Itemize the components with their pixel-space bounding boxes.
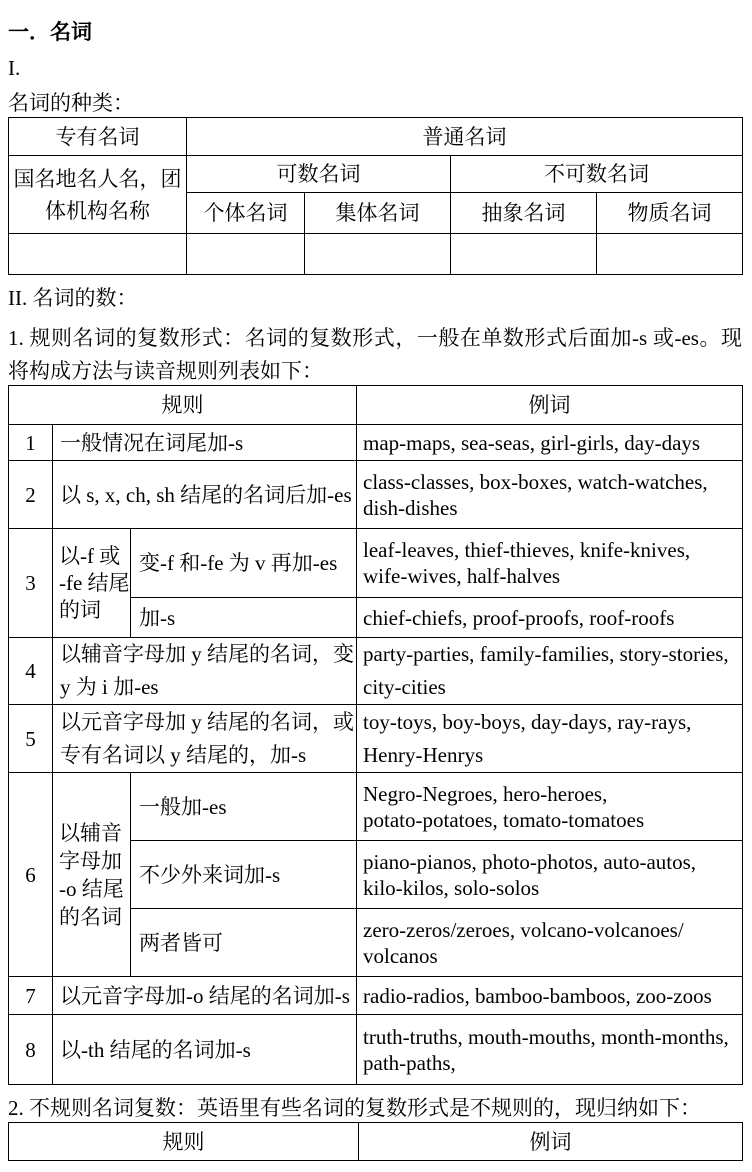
rule-group-line: 的名词 — [59, 904, 122, 929]
example-line: city-cities — [363, 675, 446, 699]
example-text — [357, 529, 743, 598]
empty-cell — [597, 234, 743, 275]
example-text — [357, 977, 743, 1015]
rule-line: y 为 i 加-es — [60, 675, 159, 699]
table-header-row — [9, 1123, 743, 1161]
abstract-noun-header: 抽象名词 — [451, 193, 597, 234]
rule-group-text — [53, 773, 131, 977]
table-row — [9, 461, 743, 529]
example-line: piano-pianos, photo-photos, auto-autos, — [363, 849, 697, 874]
intro-line: 1. 规则名词的复数形式：名词的复数形式，一般在单数形式后面加-s 或-es。现 — [8, 326, 742, 350]
sub-rule-text: 不少外来词加-s — [131, 841, 357, 909]
example-line: potato-potatoes, tomato-tomatoes — [363, 807, 645, 832]
example-line: class-classes, box-boxes, watch-watches, — [363, 469, 708, 494]
subsection-label: I. — [8, 56, 21, 80]
table-header-row — [9, 386, 743, 425]
irregular-plural-intro: 2. 不规则名词复数：英语里有些名词的复数形式是不规则的，现归纳如下： — [8, 1096, 701, 1120]
example-line: dish-dishes — [363, 495, 458, 520]
header-rule: 规则 — [9, 1123, 359, 1161]
noun-number-title: II. 名词的数： — [8, 286, 138, 310]
rule-number: 1 — [9, 425, 53, 461]
example-line: toy-toys, boy-boys, day-days, ray-rays, — [363, 709, 692, 734]
rule-group-text — [53, 529, 131, 638]
example-line: truth-truths, mouth-mouths, month-months, — [363, 1024, 729, 1049]
rule-line: 以元音字母加-o 结尾的名词加-s — [60, 983, 350, 1008]
rule-line: 以 s, x, ch, sh 结尾的名词后加-es — [60, 482, 352, 507]
table-row-empty — [9, 234, 743, 275]
example-line: Negro-Negroes, hero-heroes, — [363, 781, 608, 806]
countable-noun-header: 可数名词 — [187, 156, 451, 193]
sub-rule-text: 加-s — [131, 598, 357, 638]
rule-number: 3 — [9, 529, 53, 638]
empty-cell — [187, 234, 305, 275]
header-examples: 例词 — [357, 386, 743, 425]
rule-text — [53, 425, 357, 461]
example-line: leaf-leaves, thief-thieves, knife-knives, — [363, 538, 691, 562]
uncountable-noun-header: 不可数名词 — [451, 156, 743, 193]
rule-number: 7 — [9, 977, 53, 1015]
example-text — [357, 705, 743, 773]
regular-plural-intro — [8, 322, 742, 388]
table-row — [9, 118, 743, 156]
rule-number: 5 — [9, 705, 53, 773]
individual-noun-header: 个体名词 — [187, 193, 305, 234]
example-line: chief-chiefs, proof-proofs, roof-roofs — [363, 605, 675, 630]
example-text — [357, 461, 743, 529]
table-row — [9, 1015, 743, 1085]
collective-noun-header: 集体名词 — [305, 193, 451, 234]
example-line: wife-wives, half-halves — [363, 564, 561, 588]
example-line: party-parties, family-families, story-stories, — [363, 642, 729, 666]
example-text — [357, 598, 743, 638]
rule-line: 以-th 结尾的名词加-s — [60, 1037, 251, 1062]
example-line: volcanos — [363, 943, 438, 968]
noun-types-table — [8, 117, 743, 275]
example-line: path-paths, — [363, 1050, 456, 1075]
rule-number: 2 — [9, 461, 53, 529]
rule-text — [53, 461, 357, 529]
irregular-plural-table — [8, 1122, 743, 1161]
empty-cell — [305, 234, 451, 275]
rule-number: 4 — [9, 638, 53, 705]
common-noun-header: 普通名词 — [187, 118, 743, 156]
example-text — [357, 841, 743, 909]
sub-rule-text: 变-f 和-fe 为 v 再加-es — [131, 529, 357, 598]
rule-group-line: 字母加 — [59, 848, 122, 873]
noun-types-title: 名词的种类： — [8, 91, 134, 115]
header-examples: 例词 — [359, 1123, 743, 1161]
table-row — [9, 425, 743, 461]
example-line: map-maps, sea-seas, girl-girls, day-days — [363, 430, 701, 455]
proper-noun-header: 专有名词 — [9, 118, 187, 156]
rule-number: 6 — [9, 773, 53, 977]
rule-group-line: -o 结尾 — [59, 876, 124, 901]
rule-group-line: 的词 — [59, 597, 101, 622]
table-row — [9, 156, 743, 193]
table-row — [9, 773, 743, 841]
regular-plural-table — [8, 385, 743, 1085]
rule-line: 以元音字母加 y 结尾的名词，或 — [60, 709, 354, 734]
example-text — [357, 1015, 743, 1085]
rule-text — [53, 1015, 357, 1085]
example-line: Henry-Henrys — [363, 742, 484, 767]
table-row — [9, 977, 743, 1015]
rule-text — [53, 638, 357, 705]
example-line: radio-radios, bamboo-bamboos, zoo-zoos — [363, 983, 712, 1008]
material-noun-header: 物质名词 — [597, 193, 743, 234]
rule-text — [53, 705, 357, 773]
empty-cell — [451, 234, 597, 275]
example-line: zero-zeros/zeroes, volcano-volcanoes/ — [363, 917, 684, 942]
rule-group-line: 以辅音 — [59, 820, 122, 845]
example-text — [357, 773, 743, 841]
rule-line: 一般情况在词尾加-s — [60, 430, 244, 455]
table-row — [9, 529, 743, 598]
table-row — [9, 638, 743, 705]
example-line: kilo-kilos, solo-solos — [363, 875, 540, 900]
rule-number: 8 — [9, 1015, 53, 1085]
sub-rule-text: 两者皆可 — [131, 909, 357, 977]
example-text — [357, 909, 743, 977]
sub-rule-text: 一般加-es — [131, 773, 357, 841]
rule-text — [53, 977, 357, 1015]
empty-cell — [9, 234, 187, 275]
section-heading: 一．名词 — [8, 20, 92, 44]
rule-line: 专有名词以 y 结尾的，加-s — [60, 742, 307, 767]
example-text — [357, 638, 743, 705]
rule-line: 以辅音字母加 y 结尾的名词，变 — [60, 642, 354, 666]
intro-line: 将构成方法与读音规则列表如下： — [8, 359, 323, 383]
rule-group-line: 以-f 或 — [59, 543, 121, 568]
proper-noun-description: 国名地名人名，团体机构名称 — [9, 156, 187, 234]
table-row — [9, 705, 743, 773]
rule-group-line: -fe 结尾 — [59, 570, 130, 595]
header-rule: 规则 — [9, 386, 357, 425]
example-text — [357, 425, 743, 461]
